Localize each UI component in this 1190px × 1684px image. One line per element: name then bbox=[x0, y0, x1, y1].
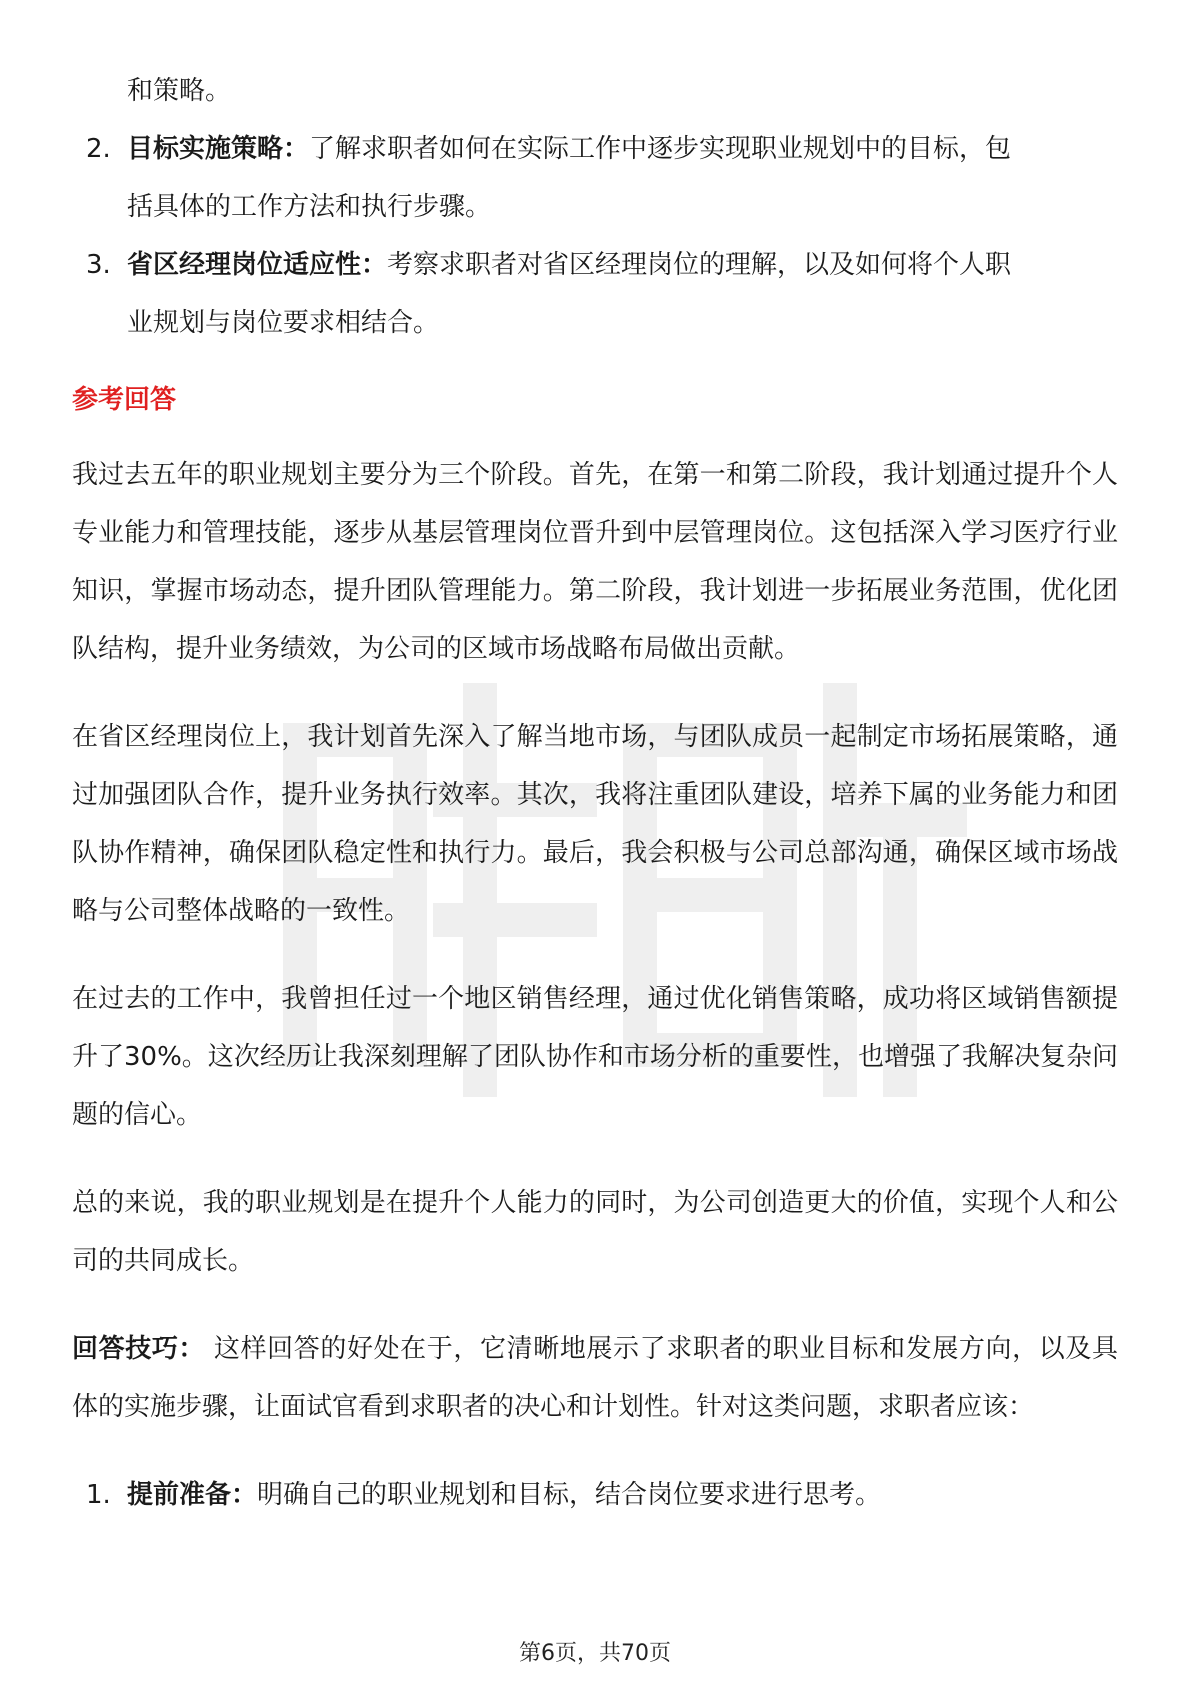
list-item-text: 考察求职者对省区经理岗位的理解，以及如何将个人职 bbox=[387, 250, 1012, 280]
list-item-label: 目标实施策略： bbox=[127, 134, 310, 164]
tips-label: 回答技巧： bbox=[72, 1334, 206, 1364]
list-item-label: 省区经理岗位适应性： bbox=[127, 250, 388, 280]
content-area bbox=[72, 62, 1118, 1524]
section-heading: 参考回答 bbox=[72, 385, 177, 415]
answer-paragraph: 在过去的工作中，我曾担任过一个地区销售经理，通过优化销售策略，成功将区域销售额提升了30%。这次经历让我深刻理解了团队协作和市场分析的重要性，也增强了我解决复杂问题的信心。 bbox=[72, 984, 1118, 1130]
list-number: 1. bbox=[86, 1480, 111, 1510]
list-item bbox=[72, 1466, 1118, 1524]
answer-paragraph: 在省区经理岗位上，我计划首先深入了解当地市场，与团队成员一起制定市场拓展策略，通过加强团队合作，提升业务执行效率。其次，我将注重团队建设，培养下属的业务能力和团队协作精神，确保团队稳定性和执行力。最后，我会积极与公司总部沟通，确保区域市场战略与公司整体战略的一致性。 bbox=[72, 722, 1118, 926]
list-item-continuation: 和策略。 bbox=[127, 76, 232, 106]
tips-paragraph bbox=[72, 1320, 1118, 1436]
list-item-continuation: 括具体的工作方法和执行步骤。 bbox=[127, 192, 492, 222]
tips-list bbox=[72, 1466, 1118, 1524]
list-item-continuation: 业规划与岗位要求相结合。 bbox=[127, 308, 440, 338]
page-footer: 第6页，共70页 bbox=[519, 1641, 671, 1666]
answer-paragraph: 我过去五年的职业规划主要分为三个阶段。首先，在第一和第二阶段，我计划通过提升个人专业能力和管理技能，逐步从基层管理岗位晋升到中层管理岗位。这包括深入学习医疗行业知识，掌握市场动态，提升团队管理能力。第二阶段，我计划进一步拓展业务范围，优化团队结构，提升业务绩效，为公司的区域市场战略布局做出贡献。 bbox=[72, 460, 1118, 664]
list-item-text: 明确自己的职业规划和目标，结合岗位要求进行思考。 bbox=[257, 1480, 882, 1510]
list-item-text: 了解求职者如何在实际工作中逐步实现职业规划中的目标，包 bbox=[309, 134, 1012, 164]
list-number: 2. bbox=[86, 134, 111, 164]
list-item bbox=[72, 236, 1118, 294]
criteria-list bbox=[72, 120, 1118, 352]
list-item bbox=[72, 120, 1118, 178]
tips-text: 这样回答的好处在于，它清晰地展示了求职者的职业目标和发展方向，以及具体的实施步骤，让面试官看到求职者的决心和计划性。针对这类问题，求职者应该： bbox=[72, 1334, 1118, 1422]
list-item-label: 提前准备： bbox=[127, 1480, 258, 1510]
list-number: 3. bbox=[86, 250, 111, 280]
answer-paragraph: 总的来说，我的职业规划是在提升个人能力的同时，为公司创造更大的价值，实现个人和公司的共同成长。 bbox=[72, 1188, 1118, 1276]
